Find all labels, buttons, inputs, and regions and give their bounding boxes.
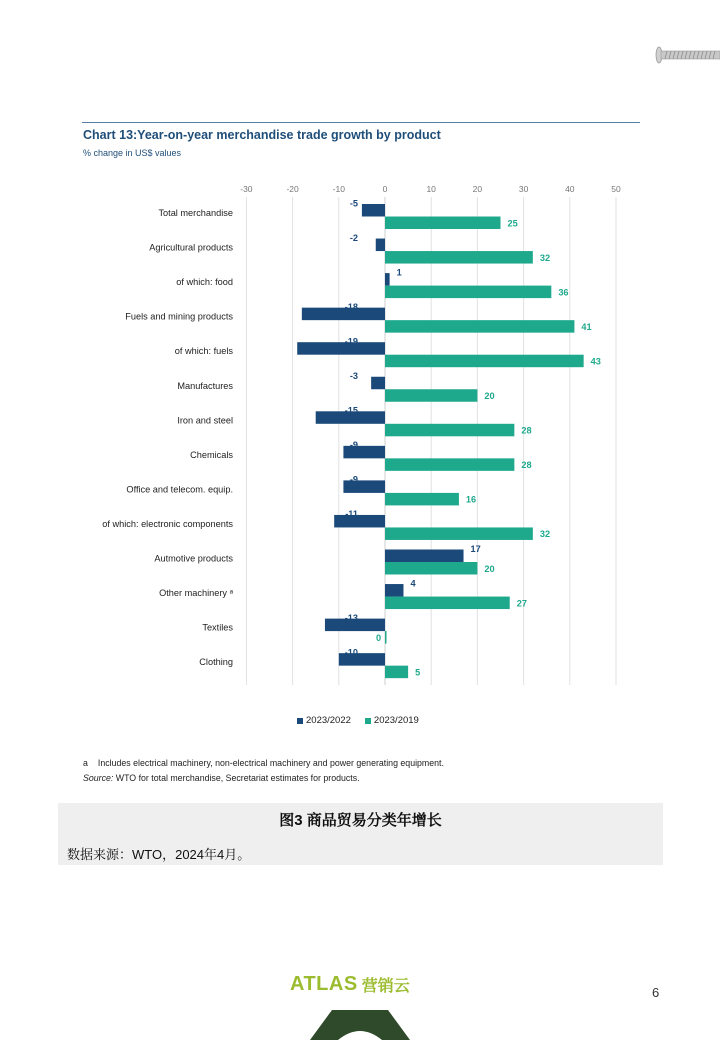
legend-swatch-2023-2022 [297,718,303,724]
category-label: Total merchandise [158,208,233,218]
data-label: -2 [349,232,358,243]
bar-2023-2022 [385,273,390,286]
x-tick-label: 30 [518,184,529,194]
data-label: 16 [465,494,477,505]
data-label: 32 [539,529,551,540]
footnote-a-mark: a [83,758,88,768]
data-label: -10 [344,647,358,658]
data-label: -9 [349,440,358,451]
bar-2023-2019 [385,458,514,471]
bar-2023-2019 [385,666,408,679]
data-label: -15 [344,405,358,416]
x-tick-label: 20 [472,184,483,194]
data-label: 25 [507,218,518,229]
data-label: -5 [349,198,358,209]
page-number: 6 [652,985,660,1000]
data-label: 20 [484,391,495,401]
screw-decoration-icon [655,46,720,64]
bar-2023-2022 [302,308,385,321]
x-tick-label: 0 [382,184,388,194]
data-label: -13 [344,612,358,623]
legend-swatch-2023-2019 [365,718,371,724]
category-label: Autmotive products [154,553,233,564]
data-label: -9 [349,474,358,485]
bar-2023-2022 [334,515,385,528]
data-label: 1 [396,267,402,278]
data-label: 4 [410,578,416,589]
x-tick-label: -30 [240,184,253,194]
bar-2023-2019 [385,631,387,644]
bar-2023-2022 [385,584,403,597]
category-label: Clothing [199,657,233,668]
category-label: of which: food [176,277,233,288]
data-label: -18 [344,301,358,312]
data-label: -3 [349,371,358,381]
category-label: Agricultural products [149,242,233,253]
arch-decoration-icon [310,1008,410,1040]
data-label: 17 [470,543,481,554]
bar-2023-2019 [385,286,551,299]
data-label: 0 [376,632,382,643]
chart-subtitle: % change in US$ values [83,148,182,158]
footnote-source-text: WTO for total merchandise, Secretariat estimates for products. [113,773,360,783]
bar-2023-2022 [297,342,385,355]
figure-caption-box [58,803,663,865]
x-tick-label: 40 [565,184,575,194]
x-tick-label: -10 [332,184,345,194]
x-tick-label: 10 [426,184,436,194]
bar-2023-2019 [385,320,574,333]
bar-2023-2019 [385,251,533,263]
chart-legend [297,715,419,726]
data-label: 28 [521,460,532,471]
legend-label-2023-2022: 2023/2022 [306,715,351,726]
data-label: 20 [484,563,495,574]
x-tick-label: -20 [286,184,299,194]
bar-2023-2019 [385,389,477,402]
bar-2023-2019 [385,562,477,575]
bar-2023-2019 [385,597,510,610]
category-label: Office and telecom. equip. [126,484,233,495]
data-label: -19 [344,336,358,347]
figure-caption-title: 图3 商品贸易分类年增长 [279,812,442,829]
footnote-a-text: Includes electrical machinery, non-electrical machinery and power generating equipment. [97,758,444,768]
category-label: Chemicals [190,449,233,460]
footnote-source-label: Source: [83,773,114,783]
category-label: of which: electronic components [102,518,233,529]
data-label: 27 [516,598,527,609]
bar-2023-2019 [385,217,501,230]
category-label: Iron and steel [177,415,233,426]
data-label: 28 [521,425,532,436]
bar-2023-2019 [385,355,584,368]
category-label: of which: fuels [174,346,233,357]
figure-caption-source: 数据来源：WTO，2024年4月。 [67,847,251,862]
chart-title: Chart 13:Year-on-year merchandise trade growth by product [83,128,441,142]
data-label: 32 [539,252,551,263]
data-label: 5 [415,667,421,678]
x-tick-label: 50 [611,184,621,194]
title-rule [82,122,640,123]
bar-2023-2019 [385,424,514,437]
category-label: Other machinery ᵃ [159,588,233,599]
bar-2023-2022 [385,550,464,563]
data-label: 41 [581,321,592,332]
bar-2023-2019 [385,527,533,540]
legend-label-2023-2019: 2023/2019 [373,715,419,726]
bar-2023-2022 [376,239,385,252]
category-label: Textiles [202,622,233,633]
legend-item-2023-2022 [297,715,351,726]
data-label: 36 [558,287,569,298]
footnote-source [83,773,360,783]
category-label: Fuels and mining products [125,311,233,322]
category-label: Manufactures [177,380,233,391]
data-label: 43 [590,356,601,367]
bar-chart [0,175,720,695]
bar-2023-2022 [371,377,385,390]
legend-item-2023-2019 [365,715,419,726]
logo-cn-text: 营销云 [361,978,410,995]
atlas-logo [290,973,410,996]
footnote-a [83,758,444,768]
logo-atlas-text: ATLAS [290,973,358,995]
bar-2023-2022 [362,204,385,217]
bar-2023-2019 [385,493,459,506]
data-label: -11 [345,509,358,520]
